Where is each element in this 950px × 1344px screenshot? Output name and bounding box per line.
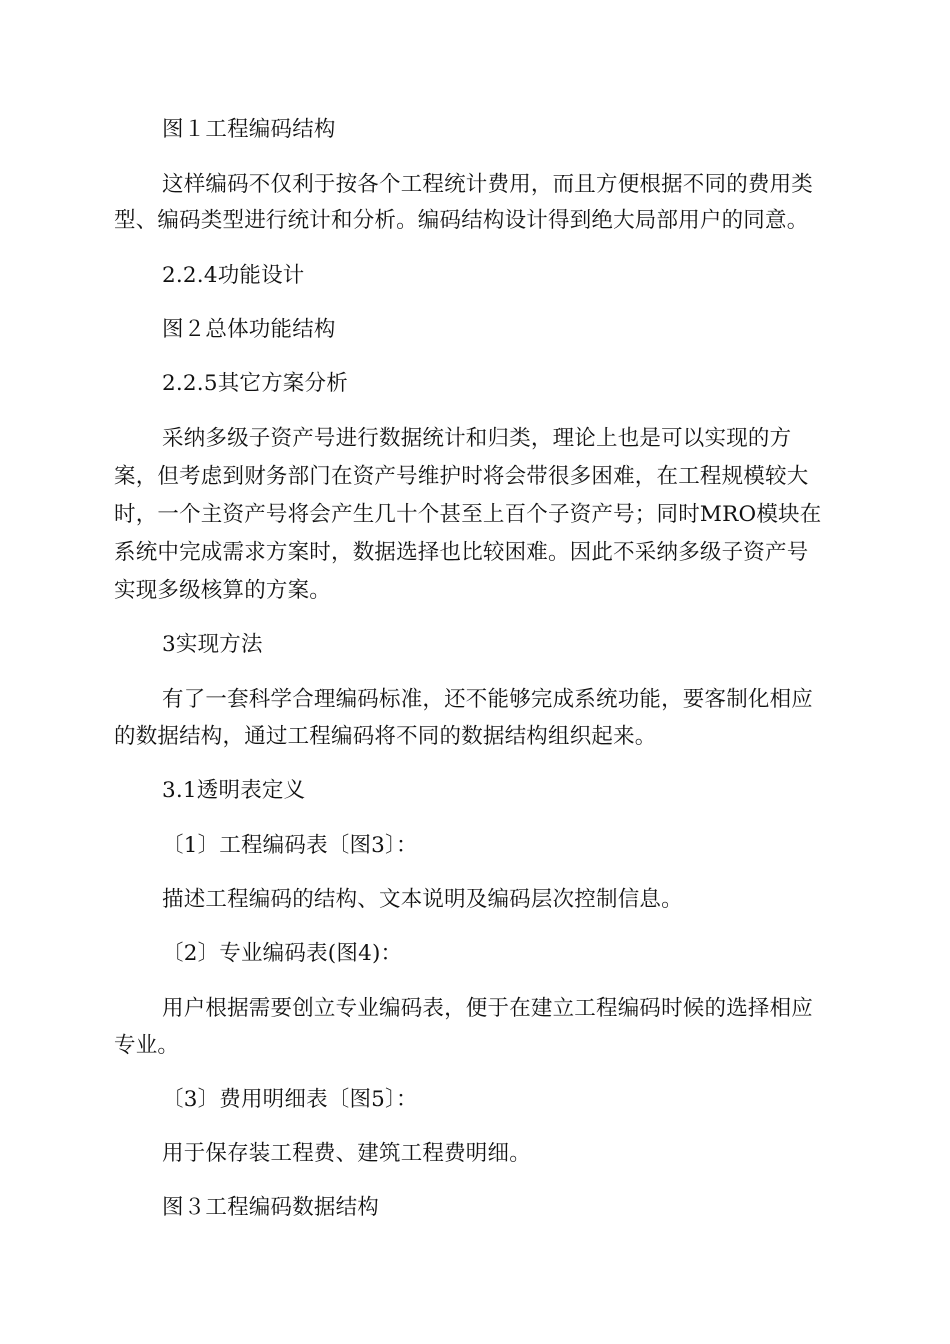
list-item-1-description: 描述工程编码的结构、文本说明及编码层次控制信息。 — [162, 887, 683, 912]
list-item-3-title: 〔3〕费用明细表〔图5〕： — [162, 1087, 418, 1112]
list-item-1-title: 〔1〕工程编码表〔图3〕： — [162, 833, 418, 858]
section-heading-2-2-5: 2.2.5其它方案分析 — [162, 371, 348, 396]
figure-3-caption: 图３工程编码数据结构 — [162, 1195, 380, 1220]
figure-2-caption: 图２总体功能结构 — [162, 317, 336, 342]
list-item-3-description: 用于保存装工程费、建筑工程费明细。 — [162, 1141, 531, 1166]
paragraph-2-line-2: 案，但考虑到财务部门在资产号维护时将会带很多困难，在工程规模较大 — [114, 464, 809, 489]
section-heading-3-1: 3.1透明表定义 — [162, 778, 306, 803]
paragraph-1-line-1: 这样编码不仅利于按各个工程统计费用，而且方便根据不同的费用类 — [162, 172, 814, 197]
figure-1-caption: 图１工程编码结构 — [162, 117, 336, 142]
section-heading-3: 3实现方法 — [162, 632, 263, 657]
paragraph-2-line-1: 采纳多级子资产号进行数据统计和归类，理论上也是可以实现的方 — [162, 426, 792, 451]
list-item-2-title: 〔2〕专业编码表(图4)： — [162, 941, 403, 966]
list-item-2-description-line-1: 用户根据需要创立专业编码表，便于在建立工程编码时候的选择相应 — [162, 996, 814, 1021]
section-heading-2-2-4: 2.2.4功能设计 — [162, 263, 305, 288]
paragraph-2-line-4: 系统中完成需求方案时，数据选择也比较困难。因此不采纳多级子资产号 — [114, 540, 809, 565]
paragraph-2-line-5: 实现多级核算的方案。 — [114, 578, 332, 603]
list-item-2-description-line-2: 专业。 — [114, 1033, 180, 1058]
paragraph-3-line-2: 的数据结构，通过工程编码将不同的数据结构组织起来。 — [114, 724, 657, 749]
paragraph-2-line-3: 时，一个主资产号将会产生几十个甚至上百个子资产号；同时MRO模块在 — [114, 502, 822, 527]
paragraph-3-line-1: 有了一套科学合理编码标准，还不能够完成系统功能，要客制化相应 — [162, 687, 814, 712]
paragraph-1-line-2: 型、编码类型进行统计和分析。编码结构设计得到绝大局部用户的同意。 — [114, 208, 809, 233]
